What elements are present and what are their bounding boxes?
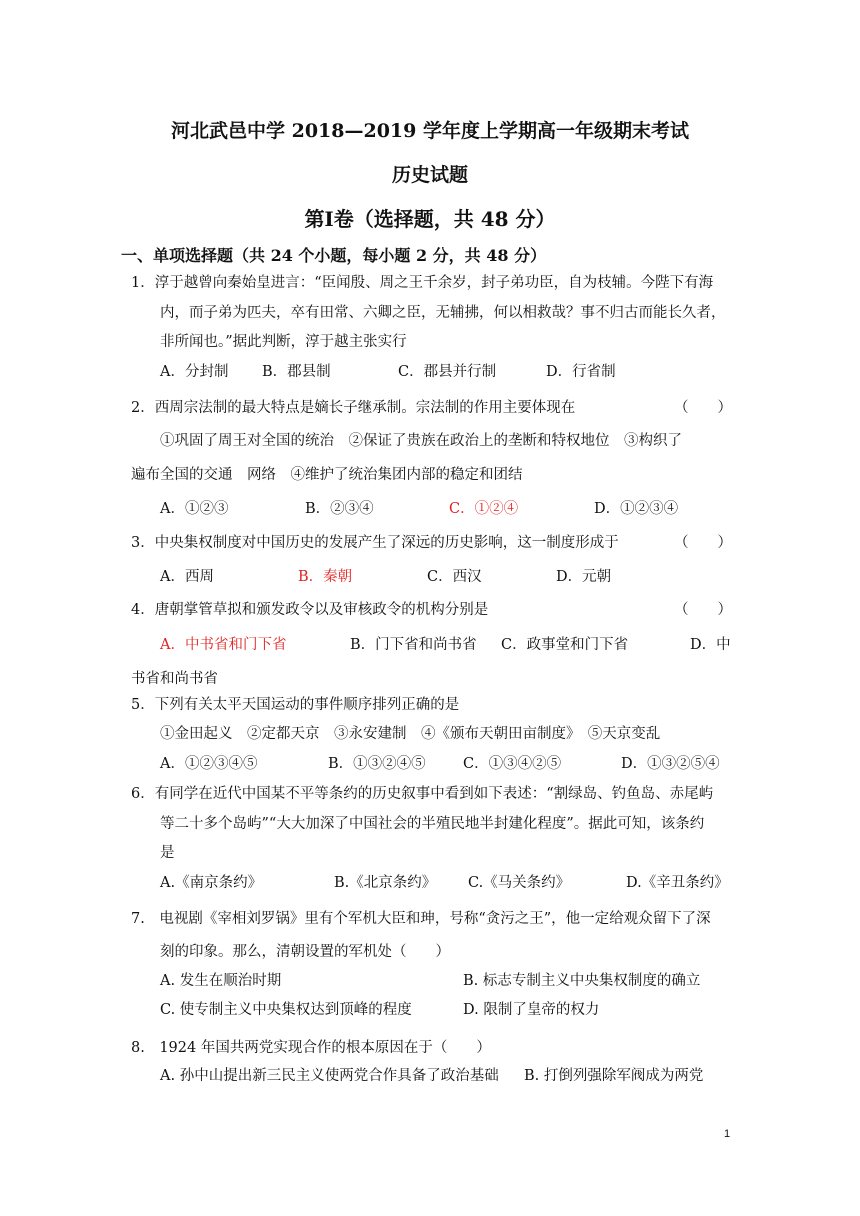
option-d: D．行省制 xyxy=(546,364,616,380)
option-d: D．①②③④ xyxy=(594,501,679,517)
question-text: 是 xyxy=(160,845,175,861)
exam-title: 河北武邑中学 2018—2019 学年度上学期高一年级期末考试 xyxy=(171,120,689,142)
option-c: C．①③④②⑤ xyxy=(463,756,562,772)
option-c: C.《马关条约》 xyxy=(468,875,571,891)
question-text: 等二十多个岛屿”“大大加深了中国社会的半殖民地半封建化程度”。据此可知，该条约 xyxy=(160,816,705,832)
option-b: B．郡县制 xyxy=(262,364,331,380)
option-d: D. 限制了皇帝的权力 xyxy=(463,1002,600,1018)
question-text: ①巩固了周王对全国的统治 ②保证了贵族在政治上的垄断和特权地位 ③构织了 xyxy=(160,433,682,449)
option-a: A．西周 xyxy=(160,569,214,585)
option-d: D．①③②⑤④ xyxy=(621,756,720,772)
option-c: C．①②④ xyxy=(449,501,519,517)
option-d: D．中 xyxy=(690,637,731,653)
answer-paren: （ ） xyxy=(674,535,732,551)
question-text: 4．唐朝掌管草拟和颁发政令以及审核政令的机构分别是 xyxy=(131,602,489,618)
option-a: A. 发生在顺治时期 xyxy=(160,973,282,989)
option-a: A．①②③④⑤ xyxy=(160,756,258,772)
question-text: 7. 电视剧《宰相刘罗锅》里有个军机大臣和珅，号称“贪污之王”，他一定给观众留下了深 xyxy=(131,911,711,927)
question-text: 2．西周宗法制的最大特点是嫡长子继承制。宗法制的作用主要体现在 xyxy=(131,400,576,416)
option-c: C．郡县并行制 xyxy=(398,364,497,380)
question-text: 遍布全国的交通 网络 ④维护了统治集团内部的稳定和团结 xyxy=(131,467,523,483)
option-b: B．②③④ xyxy=(305,501,374,517)
page-number: 1 xyxy=(724,1128,731,1140)
option-a: A．中书省和门下省 xyxy=(160,637,287,653)
option-b: B.《北京条约》 xyxy=(334,875,437,891)
option-a: A．分封制 xyxy=(160,364,229,380)
question-text: 刻的印象。那么，清朝设置的军机处（ ） xyxy=(160,944,450,960)
subject-title: 历史试题 xyxy=(391,164,468,186)
option-a: A.《南京条约》 xyxy=(160,875,263,891)
option-b: B．门下省和尚书省 xyxy=(350,637,477,653)
question-text: 3．中央集权制度对中国历史的发展产生了深远的历史影响，这一制度形成于 xyxy=(131,535,619,551)
question-text: 书省和尚书省 xyxy=(131,671,218,687)
option-d: D.《辛丑条约》 xyxy=(626,875,729,891)
answer-paren: （ ） xyxy=(674,400,732,416)
option-c: C. 使专制主义中央集权达到顶峰的程度 xyxy=(160,1002,412,1018)
option-b: B．秦朝 xyxy=(298,569,353,585)
option-c: C．政事堂和门下省 xyxy=(501,637,629,653)
question-text: ①金田起义 ②定都天京 ③永安建制 ④《颁布天朝田亩制度》 ⑤天京变乱 xyxy=(160,726,661,742)
section-heading: 一、单项选择题（共 24 个小题，每小题 2 分，共 48 分） xyxy=(121,246,547,265)
question-text: 1．淳于越曾向秦始皇进言：“臣闻殷、周之王千余岁，封子弟功臣，自为枝辅。今陛下有海 xyxy=(131,275,714,291)
option-d: D．元朝 xyxy=(556,569,612,585)
option-c: C．西汉 xyxy=(427,569,482,585)
question-text: 非所闻也。”据此判断，淳于越主张实行 xyxy=(160,334,407,350)
option-b: B．①③②④⑤ xyxy=(328,756,426,772)
question-text: 内，而子弟为匹夫，卒有田常、六卿之臣，无辅拂，何以相救哉？事不归古而能长久者， xyxy=(160,305,726,321)
option-a: A. 孙中山提出新三民主义使两党合作具备了政治基础 xyxy=(160,1068,499,1084)
question-text: 5．下列有关太平天国运动的事件顺序排列正确的是 xyxy=(131,697,460,713)
question-text: 6．有同学在近代中国某不平等条约的历史叙事中看到如下表述：“割绿岛、钓鱼岛、赤尾屿 xyxy=(131,786,714,802)
part-title: 第Ⅰ卷（选择题，共 48 分） xyxy=(304,207,556,231)
answer-paren: （ ） xyxy=(674,602,732,618)
option-b: B. 打倒列强除军阀成为两党 xyxy=(524,1068,704,1084)
question-text: 8. 1924 年国共两党实现合作的根本原因在于（ ） xyxy=(131,1040,491,1056)
option-a: A．①②③ xyxy=(160,501,229,517)
option-b: B. 标志专制主义中央集权制度的确立 xyxy=(463,973,701,989)
